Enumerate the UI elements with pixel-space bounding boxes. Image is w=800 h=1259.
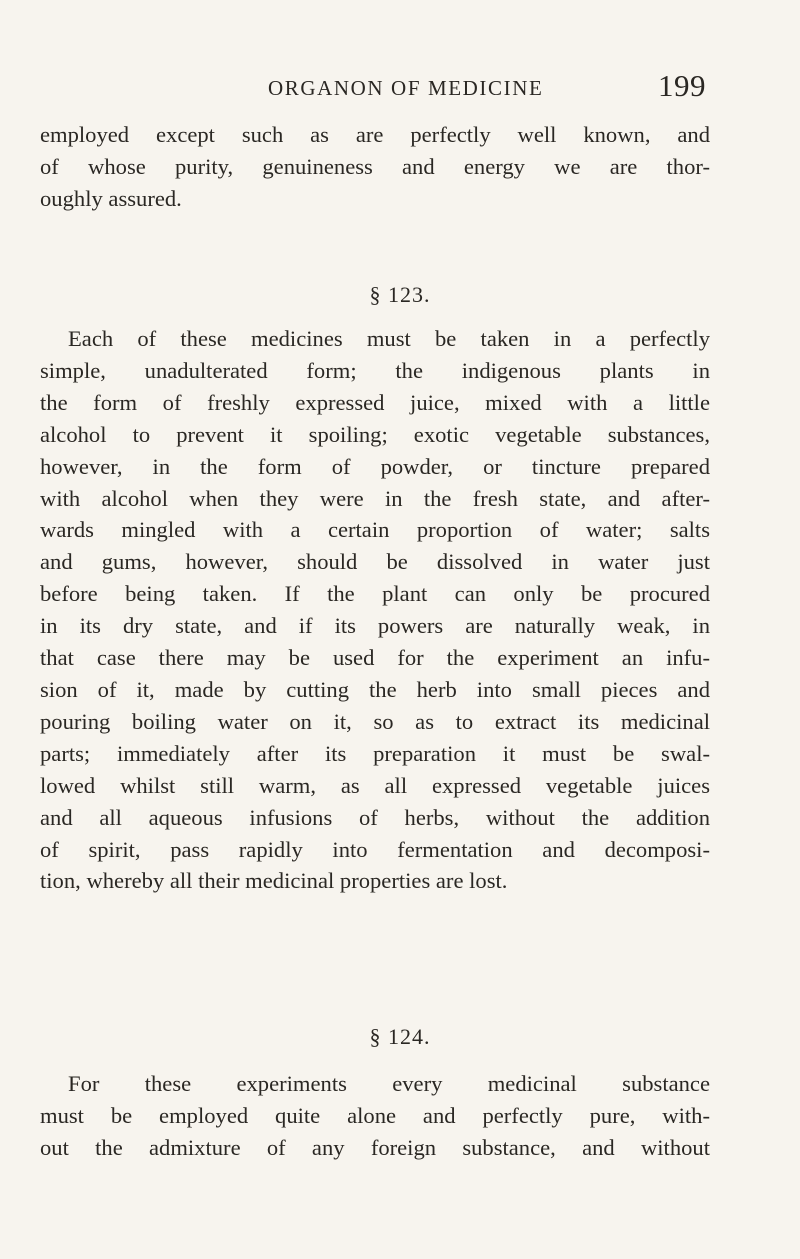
text-line: employed except such as are perfectly well known, and [40, 122, 710, 147]
text-line: wards mingled with a certain proportion of water; salts [40, 517, 710, 543]
text-line: For these experiments every medicinal substance [68, 1071, 710, 1096]
text-line: Each of these medicines must be taken in a perfectly [68, 326, 710, 351]
text-line: that case there may be used for the experiment an infu- [40, 645, 710, 671]
paragraph-section-124 [40, 1068, 710, 1164]
text-line: lowed whilst still warm, as all expressed vegetable juices [40, 772, 710, 798]
text-line: before being taken. If the plant can only be procured [40, 581, 710, 607]
text-line: in its dry state, and if its powers are naturally weak, in [40, 613, 710, 639]
text-line: out the admixture of any foreign substance, and without [40, 1134, 710, 1160]
page-number: 199 [658, 68, 706, 103]
text-line: must be employed quite alone and perfectly pure, with- [40, 1102, 710, 1128]
paragraph-continued [40, 119, 710, 215]
running-header [0, 68, 800, 108]
section-heading-123: § 123. [369, 282, 431, 307]
text-line: and all aqueous infusions of herbs, without the addition [40, 804, 710, 830]
text-line: alcohol to prevent it spoiling; exotic vegetable substances, [40, 421, 710, 447]
section-heading-124: § 124. [369, 1024, 431, 1049]
text-line: of whose purity, genuineness and energy we are thor- [40, 153, 710, 179]
text-line: tion, whereby all their medicinal properties are lost. [40, 868, 508, 894]
text-line: and gums, however, should be dissolved in water just [40, 549, 710, 575]
text-line: parts; immediately after its preparation it must be swal- [40, 740, 710, 766]
text-line: simple, unadulterated form; the indigenous plants in [40, 357, 710, 383]
text-line: however, in the form of powder, or tincture prepared [40, 453, 710, 479]
text-line: the form of freshly expressed juice, mixed with a little [40, 389, 710, 415]
running-title: ORGANON OF MEDICINE [268, 76, 544, 100]
text-line: oughly assured. [40, 185, 182, 211]
text-line: sion of it, made by cutting the herb into small pieces and [40, 676, 710, 702]
text-line: of spirit, pass rapidly into fermentation and decomposi- [40, 836, 710, 862]
paragraph-section-123 [40, 323, 710, 897]
text-line: pouring boiling water on it, so as to extract its medicinal [40, 708, 710, 734]
text-line: with alcohol when they were in the fresh state, and after- [40, 485, 710, 511]
